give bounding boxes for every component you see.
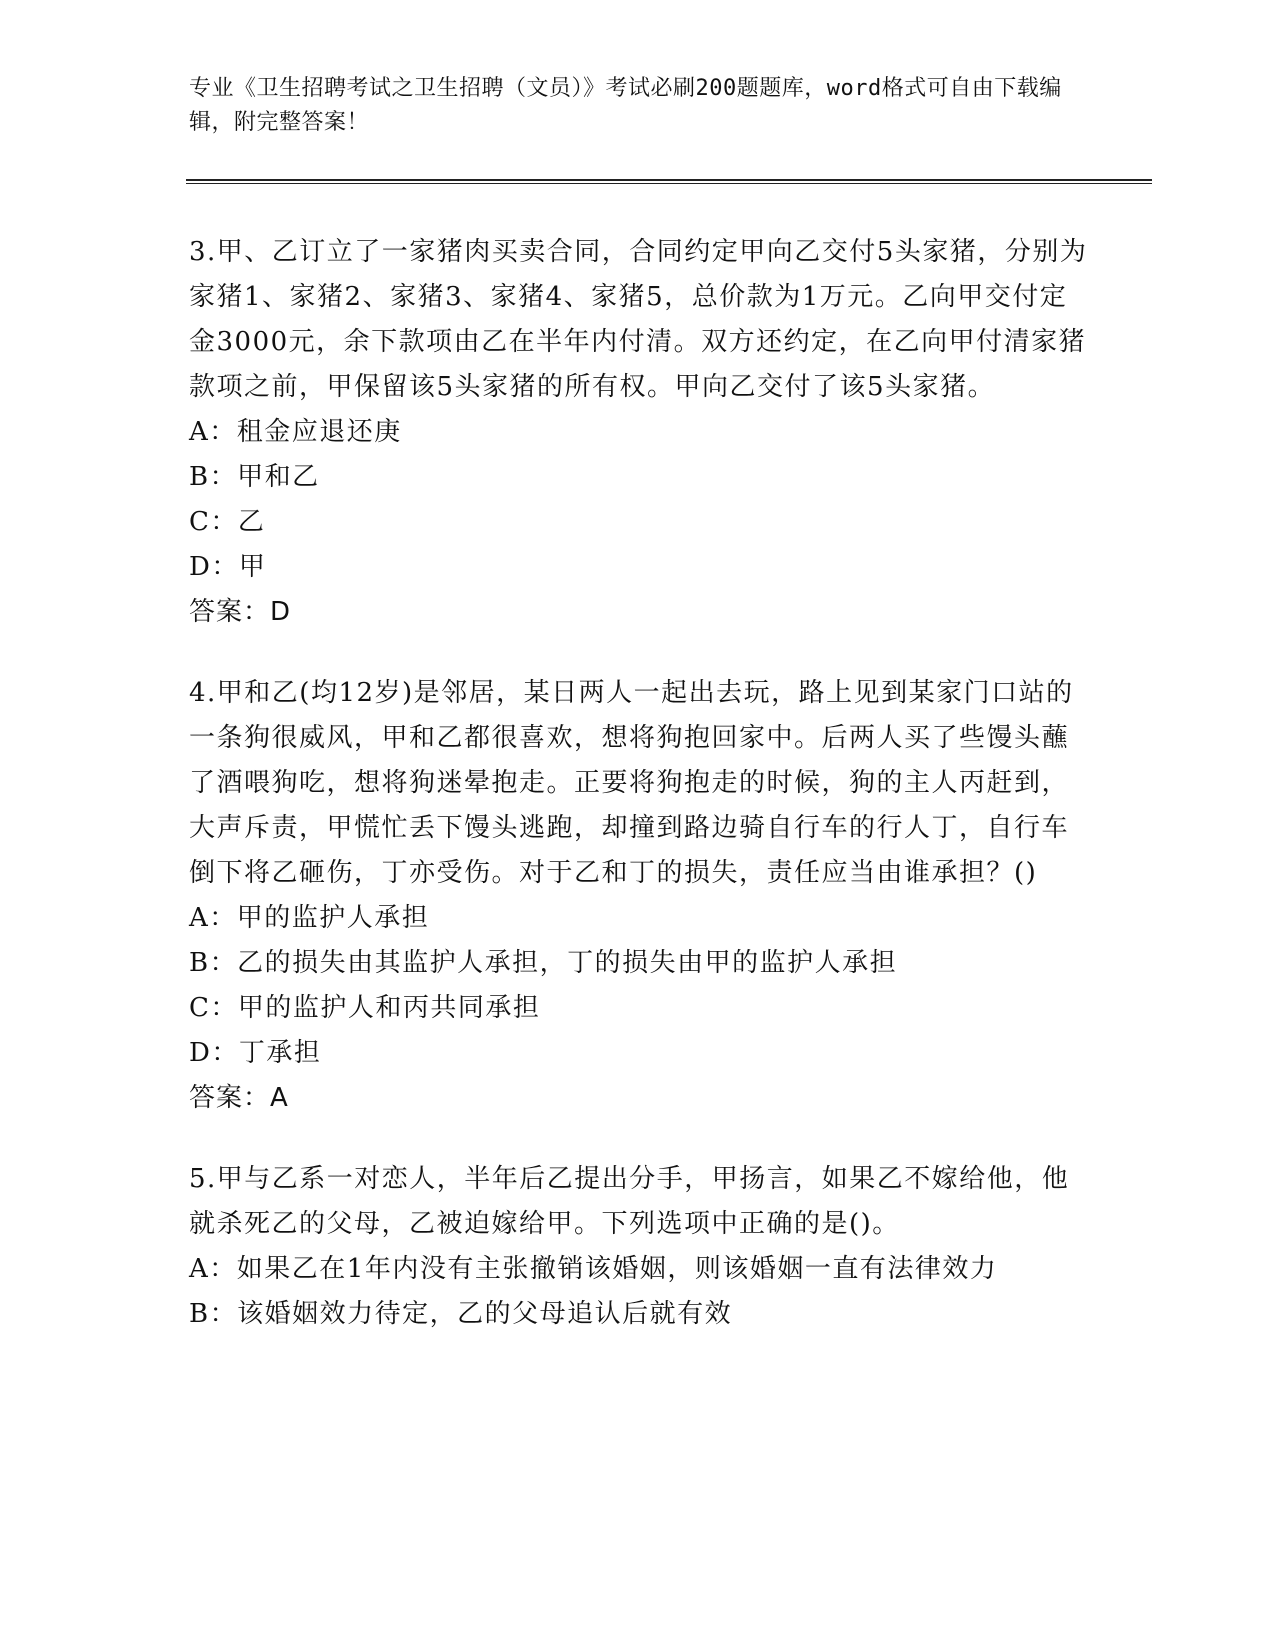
- option-b: B：甲和乙: [189, 462, 320, 492]
- question-list: [189, 230, 1089, 1373]
- option-a: A：甲的监护人承担: [189, 903, 430, 933]
- option-a: A：租金应退还庚: [189, 417, 402, 447]
- question-stem: 3.甲、乙订立了一家猪肉买卖合同，合同约定甲向乙交付5头家猪，分别为家猪1、家猪2、家猪3、家猪4、家猪5，总价款为1万元。乙向甲交付定金3000元，余下款项由乙在半年内付清。双方还约定，在乙向甲付清家猪款项之前，甲保留该5头家猪的所有权。甲向乙交付了该5头家猪。: [189, 237, 1088, 402]
- question-stem: 4.甲和乙(均12岁)是邻居，某日两人一起出去玩，路上见到某家门口站的一条狗很威风，甲和乙都很喜欢，想将狗抱回家中。后两人买了些馒头蘸了酒喂狗吃，想将狗迷晕抱走。正要将狗抱走的时候，狗的主人丙赶到，大声斥责，甲慌忙丢下馒头逃跑，却撞到路边骑自行车的行人丁，自行车倒下将乙砸伤，丁亦受伤。对于乙和丁的损失，责任应当由谁承担？(): [189, 678, 1074, 888]
- answer-line: [189, 590, 1089, 635]
- question-4: [189, 671, 1089, 1121]
- question-3: [189, 230, 1089, 635]
- option-a: A：如果乙在1年内没有主张撤销该婚姻，则该婚姻一直有法律效力: [189, 1254, 998, 1284]
- answer-value: D: [270, 597, 292, 627]
- question-5: [189, 1157, 1089, 1337]
- option-d: D：丁承担: [189, 1038, 322, 1068]
- answer-line: [189, 1076, 1089, 1121]
- document-header: [189, 72, 1089, 140]
- header-divider-top: [186, 179, 1152, 181]
- option-c: C：甲的监护人和丙共同承担: [189, 993, 541, 1023]
- answer-label: 答案：: [189, 1083, 271, 1113]
- option-b: B：乙的损失由其监护人承担，丁的损失由甲的监护人承担: [189, 948, 898, 978]
- option-b: B：该婚姻效力待定，乙的父母追认后就有效: [189, 1299, 733, 1329]
- option-c: C：乙: [189, 507, 266, 537]
- answer-value: A: [270, 1083, 289, 1113]
- question-stem: 5.甲与乙系一对恋人，半年后乙提出分手，甲扬言，如果乙不嫁给他，他就杀死乙的父母，乙被迫嫁给甲。下列选项中正确的是()。: [189, 1164, 1070, 1239]
- header-divider-bottom: [186, 183, 1152, 184]
- header-text: 专业《卫生招聘考试之卫生招聘（文员）》考试必刷200题题库，word格式可自由下载编辑，附完整答案！: [189, 76, 1062, 135]
- answer-label: 答案：: [189, 597, 271, 627]
- option-d: D：甲: [189, 552, 267, 582]
